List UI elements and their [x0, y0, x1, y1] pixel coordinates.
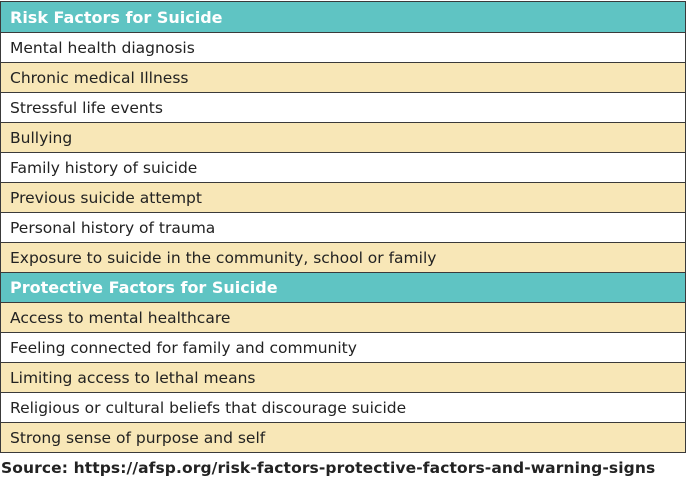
protective-factor-row: Limiting access to lethal means	[1, 362, 685, 392]
protective-factor-row: Strong sense of purpose and self	[1, 422, 685, 452]
risk-factor-row: Exposure to suicide in the community, school or family	[1, 242, 685, 272]
risk-factors-header: Risk Factors for Suicide	[1, 2, 685, 32]
protective-factor-row: Religious or cultural beliefs that discourage suicide	[1, 392, 685, 422]
risk-factor-row: Personal history of trauma	[1, 212, 685, 242]
protective-factor-row: Access to mental healthcare	[1, 302, 685, 332]
risk-factor-row: Bullying	[1, 122, 685, 152]
risk-factor-row: Mental health diagnosis	[1, 32, 685, 62]
risk-factor-row: Stressful life events	[1, 92, 685, 122]
risk-factor-row: Family history of suicide	[1, 152, 685, 182]
risk-factor-row: Chronic medical Illness	[1, 62, 685, 92]
protective-factors-header: Protective Factors for Suicide	[1, 272, 685, 302]
source-citation: Source: https://afsp.org/risk-factors-protective-factors-and-warning-signs	[1, 459, 656, 477]
risk-factor-row: Previous suicide attempt	[1, 182, 685, 212]
factors-table	[0, 1, 686, 453]
protective-factor-row: Feeling connected for family and community	[1, 332, 685, 362]
